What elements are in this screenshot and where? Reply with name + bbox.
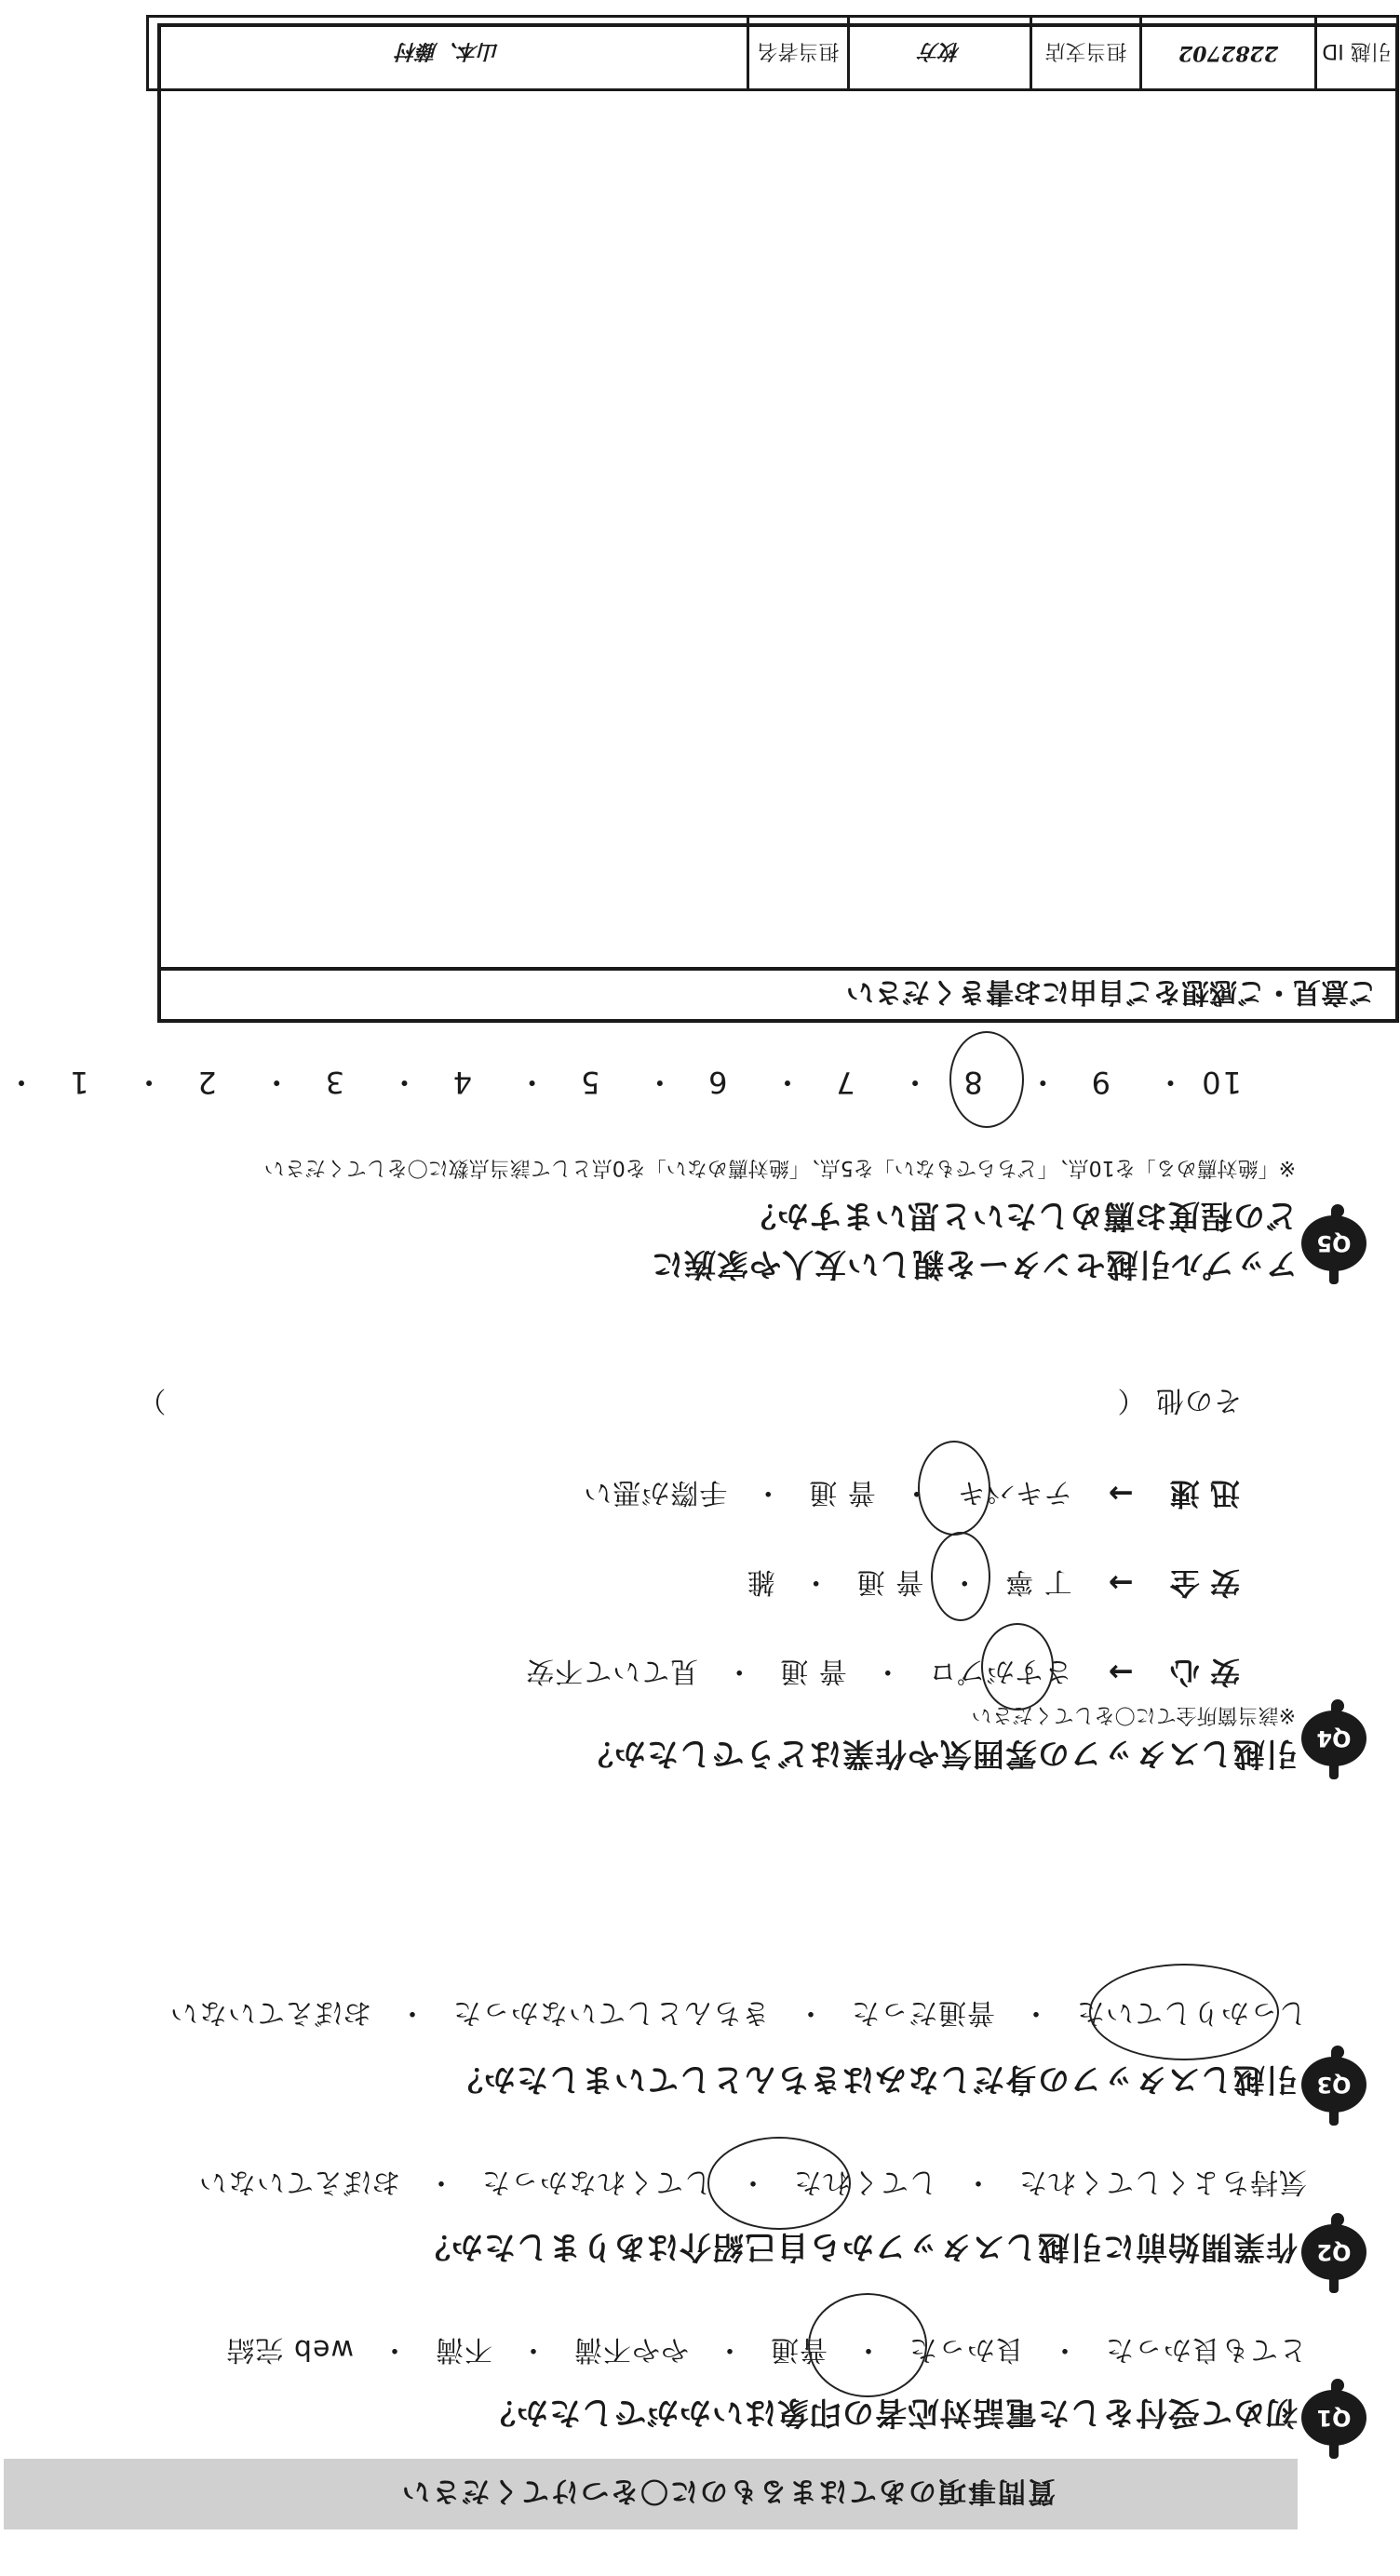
- q4-option[interactable]: 普 通: [779, 1655, 847, 1687]
- scale-point[interactable]: 1: [68, 1065, 89, 1100]
- q2-answer-circle: [707, 2137, 851, 2230]
- q3-option[interactable]: おぼえていない: [169, 1996, 371, 2029]
- q4-option[interactable]: 見ていて不安: [525, 1655, 699, 1687]
- scale-point[interactable]: 3: [323, 1065, 344, 1100]
- q1-answer-circle: [808, 2293, 927, 2397]
- q3-option[interactable]: きちんとしていなかった: [452, 1996, 770, 2029]
- q1-option[interactable]: web 完結: [225, 2333, 354, 2366]
- q5-note: ※「絶対薦める」を10点、「どちらでもない」を5点、「絶対薦めない」を0点として該当点数に〇をしてください: [263, 1156, 1296, 1179]
- branch-label: 担当支店: [1030, 18, 1139, 88]
- q2-option[interactable]: おぼえていない: [198, 2166, 400, 2198]
- q1-question: 初めて受付をした電話対応者の印象はいかがでしたか？: [483, 2394, 1298, 2431]
- q4-row-anshin: 安 心 → さすがプロ・普 通・見ていて不安: [525, 1655, 1240, 1690]
- q5-question-line2: どの程度お薦めしたいと思いますか？: [744, 1197, 1298, 1234]
- comment-content[interactable]: [185, 42, 1377, 954]
- q4-row-jinsoku: 迅 速 → テキパキ・普 通・手際が悪い: [583, 1476, 1240, 1511]
- q4-badge: Q4: [1301, 1711, 1366, 1766]
- scale-point[interactable]: 10: [1200, 1065, 1242, 1100]
- q4-option[interactable]: さすがプロ: [927, 1655, 1072, 1687]
- staff-value[interactable]: 山本、藤村: [397, 39, 500, 64]
- q4-row-label: 迅 速: [1169, 1476, 1240, 1511]
- q4-row-label: 安 全: [1169, 1565, 1240, 1601]
- q2-option[interactable]: 気持ちよくしてくれた: [1018, 2166, 1307, 2198]
- q4-question: 引越しスタッフの雰囲気や作業はどうでしたか？: [581, 1735, 1298, 1772]
- q4-anshin-circle: [981, 1623, 1054, 1711]
- q1-option[interactable]: 普通: [770, 2333, 828, 2366]
- q4-other: [137, 1383, 1242, 1424]
- q4-other-open: （: [1116, 1384, 1146, 1416]
- q3-badge: Q3: [1301, 2057, 1366, 2113]
- q4-option[interactable]: テキパキ: [956, 1476, 1072, 1509]
- q4-anzen-circle: [931, 1532, 990, 1621]
- arrow-icon: →: [1108, 1565, 1134, 1601]
- scale-point[interactable]: 4: [451, 1065, 473, 1100]
- q3-answer-circle: [1089, 1964, 1279, 2060]
- branch-value[interactable]: 枚方: [847, 18, 1030, 88]
- q4-option[interactable]: 雑: [746, 1565, 775, 1598]
- scale-point[interactable]: 7: [834, 1065, 855, 1100]
- q4-option[interactable]: 手際が悪い: [583, 1476, 728, 1509]
- q1-option[interactable]: 不満: [435, 2333, 492, 2366]
- q4-option[interactable]: 普 通: [855, 1565, 924, 1598]
- hikkoshi-id-label: 引越 ID: [1314, 18, 1396, 88]
- q5-question-line1: アップル引越センターを親しい友人や家族に: [651, 1245, 1298, 1282]
- q1-option[interactable]: とても良かった: [1105, 2333, 1307, 2366]
- q2-option[interactable]: してくれた: [793, 2166, 937, 2198]
- arrow-icon: →: [1108, 1476, 1134, 1511]
- q1-options: とても良かった・良かった・普通・やや不満・不満・web 完結: [225, 2333, 1307, 2366]
- q2-badge: Q2: [1301, 2224, 1366, 2280]
- q3-question: 引越しスタッフの身だしなみはきちんとしていましたか？: [451, 2060, 1298, 2098]
- scale-point[interactable]: 9: [1089, 1065, 1111, 1100]
- q1-badge: Q1: [1301, 2390, 1366, 2446]
- q3-option[interactable]: 普通だった: [851, 1996, 995, 2029]
- id-table: [146, 15, 1399, 91]
- scale-point[interactable]: 8: [962, 1065, 983, 1100]
- q2-option[interactable]: してくれなかった: [481, 2166, 712, 2198]
- q4-option[interactable]: 丁 寧: [1004, 1565, 1072, 1598]
- q3-options: しっかりしていた・普通だった・きちんとしていなかった・おぼえていない: [169, 1996, 1307, 2029]
- q4-row-anzen: 安 全 → 丁 寧・普 通・雑: [746, 1565, 1240, 1601]
- scale-point[interactable]: 6: [707, 1065, 728, 1100]
- q1-option[interactable]: 良かった: [909, 2333, 1024, 2366]
- comment-heading: ご意見・ご感想をご自由にお書きください: [161, 967, 1395, 1019]
- q5-badge: Q5: [1301, 1215, 1366, 1271]
- q2-question: 作業開始前に引越しスタッフから自己紹介はありましたか？: [418, 2228, 1298, 2265]
- staff-label: 担当者名: [747, 18, 847, 88]
- q1-option[interactable]: やや不満: [573, 2333, 689, 2366]
- q4-note: ※該当箇所全てに〇をしてください: [971, 1703, 1296, 1726]
- q4-option[interactable]: 普 通: [808, 1476, 876, 1509]
- q4-other-label: その他: [1155, 1384, 1242, 1416]
- arrow-icon: →: [1108, 1655, 1134, 1690]
- scale-point[interactable]: 2: [195, 1065, 217, 1100]
- q4-row-label: 安 心: [1169, 1655, 1240, 1690]
- q5-scale: 10・ 9・ 8・ 7・ 6・ 5・ 4・ 3・ 2・ 1・: [4, 1065, 1242, 1100]
- q5-answer-circle: [949, 1031, 1024, 1128]
- hikkoshi-id-value[interactable]: 2282702: [1139, 18, 1314, 88]
- q4-other-close: ）: [137, 1384, 167, 1416]
- q4-jinsoku-circle: [918, 1441, 990, 1536]
- q3-option[interactable]: しっかりしていた: [1076, 1996, 1307, 2029]
- scale-point[interactable]: 5: [578, 1065, 600, 1100]
- instruction-banner: 質問事項のあてはまるものに〇をつけてください: [4, 2459, 1298, 2529]
- q2-options: 気持ちよくしてくれた・してくれた・してくれなかった・おぼえていない: [198, 2166, 1307, 2198]
- comment-box[interactable]: [157, 23, 1399, 1023]
